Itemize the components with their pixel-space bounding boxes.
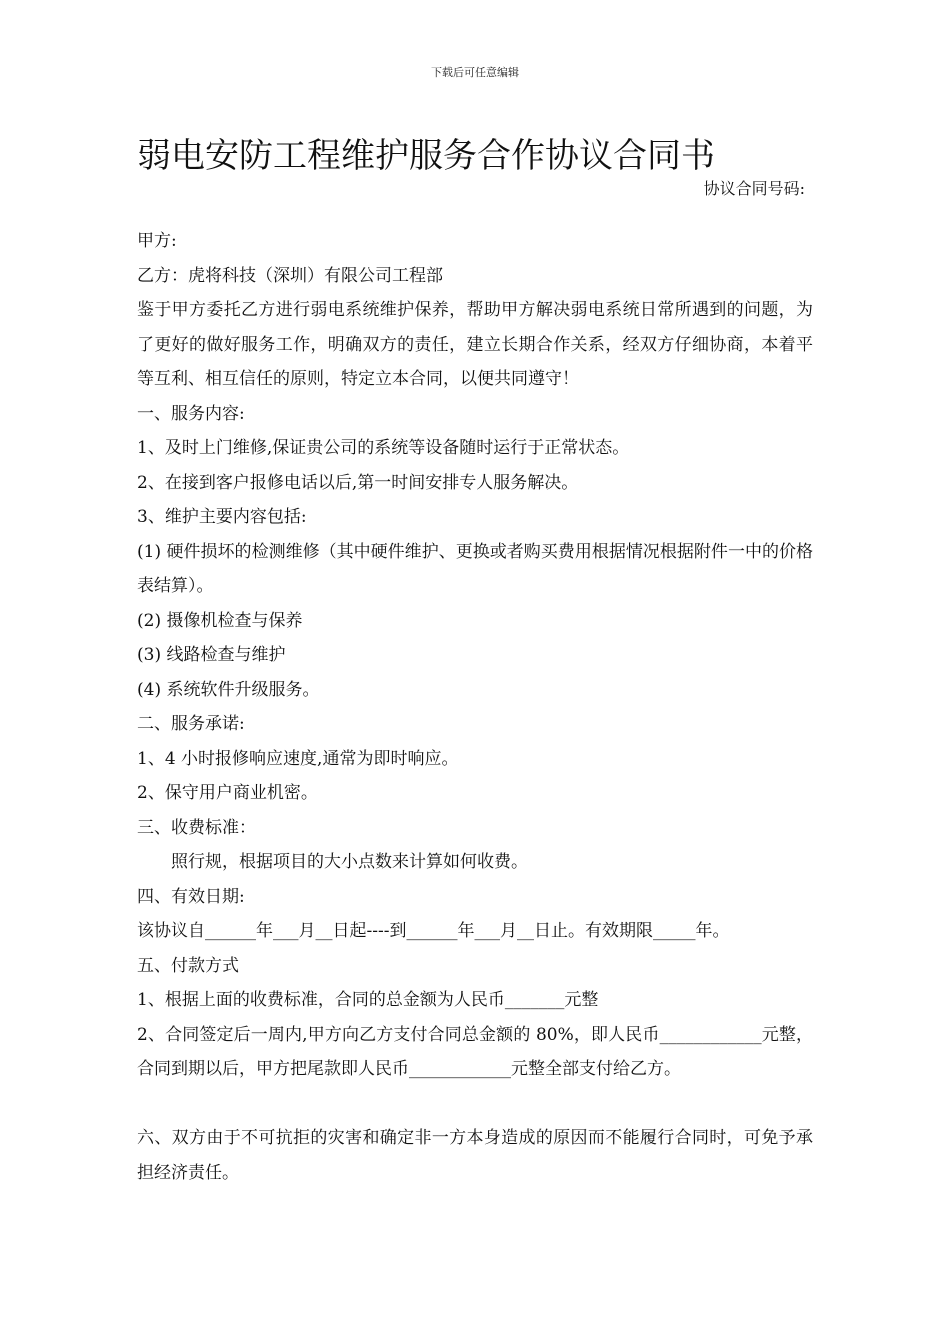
party-b: 乙方：虎将科技（深圳）有限公司工程部 bbox=[137, 265, 443, 286]
contract-body bbox=[137, 224, 813, 1190]
section-5-heading: 五、付款方式 bbox=[137, 955, 239, 976]
section-2-item-2: 2、保守用户商业机密。 bbox=[137, 783, 318, 803]
blank-line bbox=[137, 1087, 813, 1122]
section-1-sub-4: (4) 系统软件升级服务。 bbox=[137, 679, 320, 700]
section-1-sub-3: (3) 线路检查与维护 bbox=[137, 645, 286, 665]
section-2-heading: 二、服务承诺: bbox=[137, 714, 245, 734]
section-1-sub-2: (2) 摄像机检查与保养 bbox=[137, 610, 303, 631]
section-4-heading: 四、有效日期: bbox=[137, 886, 245, 907]
intro-paragraph: 鉴于甲方委托乙方进行弱电系统维护保养，帮助甲方解决弱电系统日常所遇到的问题，为了更好的做好服务工作，明确双方的责任，建立长期合作关系，经双方仔细协商，本着平等互利、相互信任的原则，特定立本合同，以便共同遵守！ bbox=[137, 300, 813, 389]
section-1-heading: 一、服务内容: bbox=[137, 403, 245, 424]
section-5-item-1: 1、根据上面的收费标准，合同的总金额为人民币_______元整 bbox=[137, 990, 599, 1010]
section-3-text: 照行规，根据项目的大小点数来计算如何收费。 bbox=[171, 852, 528, 872]
section-2-item-1: 1、4 小时报修响应速度,通常为即时响应。 bbox=[137, 748, 459, 769]
section-4-text: 该协议自______年___月__日起----到______年___月__日止。有效期限_____年。 bbox=[137, 921, 730, 941]
section-1-item-1: 1、及时上门维修,保证贵公司的系统等设备随时运行于正常状态。 bbox=[137, 438, 630, 458]
section-3-heading: 三、收费标准： bbox=[137, 817, 256, 838]
section-5-item-2: 2、合同签定后一周内,甲方向乙方支付合同总金额的 80%，即人民币____________元整，合同到期以后，甲方把尾款即人民币____________元整全部支付给乙方。 bbox=[137, 1024, 813, 1079]
section-1-item-2: 2、在接到客户报修电话以后,第一时间安排专人服务解决。 bbox=[137, 472, 579, 493]
party-a: 甲方: bbox=[137, 231, 177, 251]
page-header-note: 下载后可任意编辑 bbox=[431, 66, 519, 79]
section-6-text: 六、双方由于不可抗拒的灾害和确定非一方本身造成的原因而不能履行合同时，可免予承担经济责任。 bbox=[137, 1128, 813, 1183]
section-1-item-3: 3、维护主要内容包括: bbox=[137, 507, 307, 527]
document-title: 弱电安防工程维护服务合作协议合同书 bbox=[137, 136, 715, 176]
section-1-sub-1: (1) 硬件损坏的检测维修（其中硬件维护、更换或者购买费用根据情况根据附件一中的价格表结算）。 bbox=[137, 541, 813, 596]
contract-number-label: 协议合同号码: bbox=[703, 179, 805, 198]
